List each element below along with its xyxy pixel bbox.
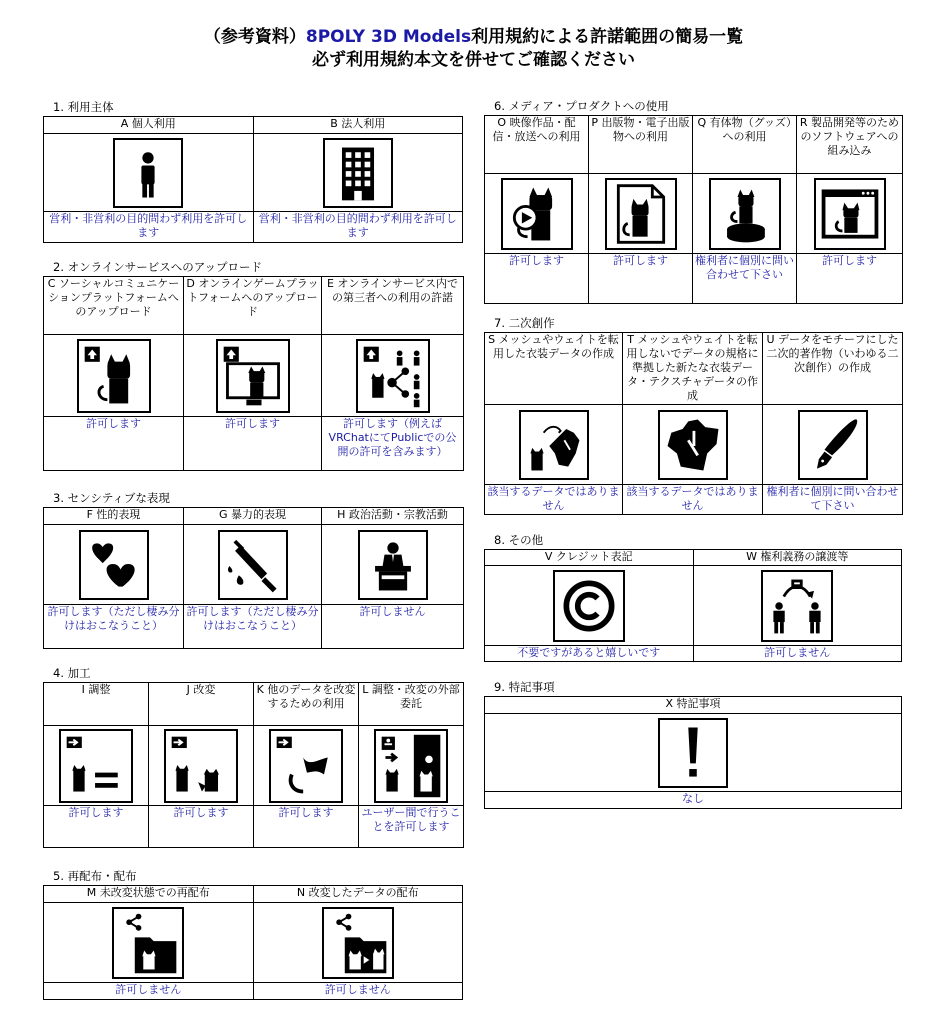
item-label-n: N 改変したデータの配布 xyxy=(253,886,463,903)
item-label-s: S メッシュやウェイトを転用した衣装データの作成 xyxy=(485,333,623,405)
section-notes xyxy=(484,680,902,809)
item-label-a: A 個人利用 xyxy=(44,117,254,134)
section-processing xyxy=(43,666,463,848)
item-status-x: なし xyxy=(485,792,902,809)
transfer-icon xyxy=(761,570,833,642)
title-suffix: 利用規約による許諾範囲の簡易一覧 xyxy=(471,27,744,47)
reuse-parts-icon xyxy=(269,729,343,803)
item-label-j: J 改変 xyxy=(149,683,254,726)
podium-icon xyxy=(358,530,428,600)
section-user xyxy=(43,100,463,243)
exclamation-icon xyxy=(658,718,728,788)
pen-nib-icon xyxy=(798,410,868,480)
page-subtitle: 必ず利用規約本文を併せてご確認ください xyxy=(312,50,635,70)
copyright-icon xyxy=(553,570,625,642)
section-title: 5. 再配布・配布 xyxy=(53,869,137,883)
item-label-g: G 暴力的表現 xyxy=(184,508,322,525)
title-brand: 8POLY 3D Models xyxy=(305,27,472,47)
item-status-n: 許可しません xyxy=(253,983,463,1000)
figure-icon xyxy=(709,178,781,250)
item-status-j: 許可します xyxy=(149,806,254,848)
item-label-x: X 特記事項 xyxy=(485,697,902,714)
item-label-o: O 映像作品・配信・放送への利用 xyxy=(485,116,589,174)
costume-convert-icon xyxy=(519,410,589,480)
upload-monitor-icon xyxy=(216,339,290,413)
software-window-icon xyxy=(814,178,886,250)
item-label-m: M 未改変状態での再配布 xyxy=(44,886,254,903)
share-modified-icon xyxy=(322,907,394,979)
section-title: 4. 加工 xyxy=(53,666,91,680)
section-derivative xyxy=(484,316,902,515)
item-status-s: 該当するデータではありません xyxy=(485,485,623,515)
share-third-party-icon xyxy=(356,339,430,413)
section-other xyxy=(484,533,902,662)
title-prefix: （参考資料） xyxy=(203,27,306,47)
section-redistribution xyxy=(43,869,463,1000)
item-label-p: P 出版物・電子出版物への利用 xyxy=(589,116,693,174)
item-label-w: W 権利義務の譲渡等 xyxy=(693,550,902,566)
item-status-e: 許可します（例えばVRChatにてPublicでの公開の許可を含みます） xyxy=(322,417,464,471)
section-title: 1. 利用主体 xyxy=(53,100,114,114)
item-label-r: R 製品開発等のためのソフトウェアへの組み込み xyxy=(797,116,903,174)
item-label-v: V クレジット表記 xyxy=(485,550,694,566)
section-title: 6. メディア・プロダクトへの使用 xyxy=(494,99,669,113)
item-status-m: 許可しません xyxy=(44,983,254,1000)
section-title: 7. 二次創作 xyxy=(494,316,555,330)
item-label-l: L 調整・改変の外部委託 xyxy=(359,683,464,726)
item-status-i: 許可します xyxy=(44,806,149,848)
item-label-h: H 政治活動・宗教活動 xyxy=(322,508,464,525)
item-status-c: 許可します xyxy=(44,417,184,471)
item-label-u: U データをモチーフにした二次的著作物（いわゆる二次創作）の作成 xyxy=(763,333,903,405)
item-status-p: 許可します xyxy=(589,254,693,304)
item-label-e: E オンラインサービス内での第三者への利用の許諾 xyxy=(322,277,464,335)
item-status-q: 権利者に個別に問い合わせて下さい xyxy=(693,254,797,304)
section-title: 2. オンラインサービスへのアップロード xyxy=(53,260,262,274)
knife-icon xyxy=(218,530,288,600)
item-status-k: 許可します xyxy=(254,806,359,848)
upload-avatar-icon xyxy=(77,339,151,413)
item-status-t: 該当するデータではありません xyxy=(623,485,763,515)
item-status-h: 許可しません xyxy=(322,605,464,649)
item-label-c: C ソーシャルコミュニケーションプラットフォームへのアップロード xyxy=(44,277,184,335)
section-title: 9. 特記事項 xyxy=(494,680,555,694)
item-status-f: 許可します（ただし棲み分けはおこなうこと） xyxy=(44,605,184,649)
document-icon xyxy=(605,178,677,250)
item-label-f: F 性的表現 xyxy=(44,508,184,525)
item-label-b: B 法人利用 xyxy=(253,117,463,134)
share-folder-icon xyxy=(112,907,184,979)
item-label-i: I 調整 xyxy=(44,683,149,726)
item-status-u: 権利者に個別に問い合わせて下さい xyxy=(763,485,903,515)
item-status-r: 許可します xyxy=(797,254,903,304)
item-label-q: Q 有体物（グッズ）への利用 xyxy=(693,116,797,174)
hearts-icon xyxy=(79,530,149,600)
page-title xyxy=(0,26,947,48)
item-label-k: K 他のデータを改変するための利用 xyxy=(254,683,359,726)
item-label-t: T メッシュやウェイトを転用しないでデータの規格に準拠した新たな衣装データ・テクスチャデータの作成 xyxy=(623,333,763,405)
costume-icon xyxy=(658,410,728,480)
building-icon xyxy=(323,138,393,208)
adjust-icon xyxy=(59,729,133,803)
modify-icon xyxy=(164,729,238,803)
section-sensitive xyxy=(43,491,463,649)
item-status-v: 不要ですがあると嬉しいです xyxy=(485,646,694,662)
section-media xyxy=(484,99,902,304)
item-status-a: 営利・非営利の目的問わず利用を許可します xyxy=(44,212,254,243)
section-title: 3. センシティブな表現 xyxy=(53,491,170,505)
item-status-l: ユーザー間で行うことを許可します xyxy=(359,806,464,848)
outsource-icon xyxy=(374,729,448,803)
item-status-o: 許可します xyxy=(485,254,589,304)
item-label-d: D オンラインゲームプラットフォームへのアップロード xyxy=(184,277,322,335)
person-icon xyxy=(113,138,183,208)
item-status-d: 許可します xyxy=(184,417,322,471)
video-icon xyxy=(501,178,573,250)
item-status-w: 許可しません xyxy=(693,646,902,662)
item-status-b: 営利・非営利の目的問わず利用を許可します xyxy=(253,212,463,243)
section-title: 8. その他 xyxy=(494,533,544,547)
item-status-g: 許可します（ただし棲み分けはおこなうこと） xyxy=(184,605,322,649)
section-online-upload xyxy=(43,260,463,471)
